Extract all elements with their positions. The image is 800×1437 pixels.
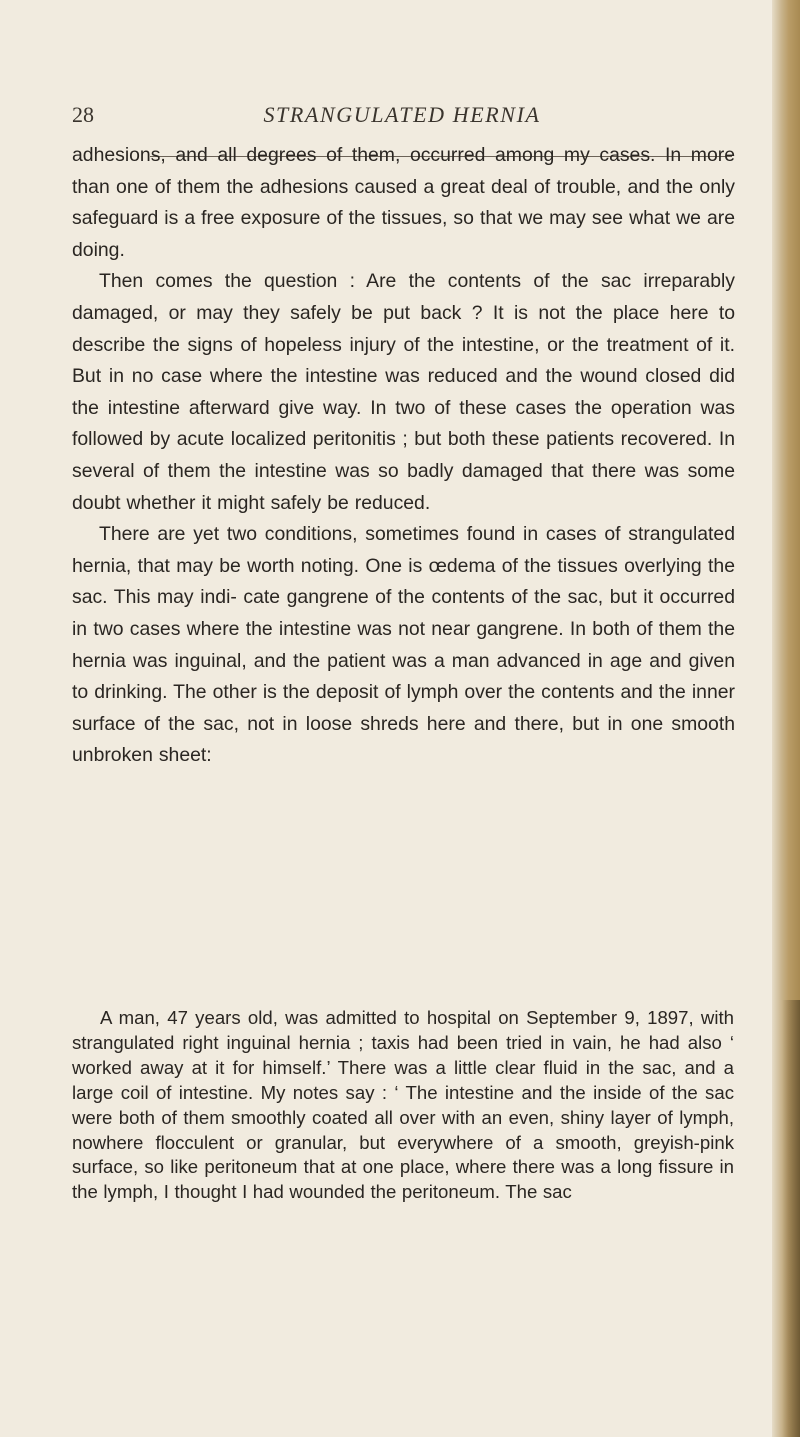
page-header xyxy=(72,102,732,142)
paragraph-two-conditions: There are yet two conditions, sometimes found in cases of strangulated hernia, that may be worth noting. One is œdema of the tissues overlying the sac. This may indi- cate gangrene of the contents of the sac, but it occurred in two cases where the intestine was not near gangrene. In both of them the hernia was inguinal, and the patient was a man advanced in age and given to drinking. The other is the deposit of lymph over the contents and the inner surface of the sac, not in loose shreds here and there, but in one smooth unbroken sheet: xyxy=(72,523,735,767)
running-title: STRANGULATED HERNIA xyxy=(263,102,541,127)
paragraph-adhesions: adhesions, and all degrees of them, occurred among my cases. In more than one of them the adhesions caused a great deal of trouble, and the only safeguard is a free exposure of the tissues, so that we may see what we are doing. xyxy=(72,144,735,261)
case-report-text: A man, 47 years old, was admitted to hospital on September 9, 1897, with strangulated right inguinal hernia ; taxis had been tried in vain, he had also ‘ worked away at it for himself.’ There was a little clear fluid in the sac, and a large coil of intestine. My notes say : ‘ The intestine and the inside of the sac were both of them smoothly coated all over with an even, shiny layer of lymph, nowhere flocculent or granular, but everywhere of a smooth, greyish-pink surface, so like peritoneum that at one place, where there was a long fissure in the lymph, I thought I had wounded the peritoneum. The sac xyxy=(72,1007,734,1203)
page-number: 28 xyxy=(72,102,94,127)
paragraph-contents-question: Then comes the question : Are the contents of the sac irreparably damaged, or may they safely be put back ? It is not the place here to describe the signs of hopeless injury of the intestine, or the treatment of it. But in no case where the intestine was reduced and the wound closed did the intestine afterward give way. In two of these cases the operation was followed by acute localized peritonitis ; but both these patients recovered. In several of them the intestine was so badly damaged that there was some doubt whether it might safely be reduced. xyxy=(72,270,735,514)
case-report xyxy=(72,1006,734,1205)
body-text xyxy=(72,140,735,772)
page-edge-shadow xyxy=(782,1000,800,1437)
